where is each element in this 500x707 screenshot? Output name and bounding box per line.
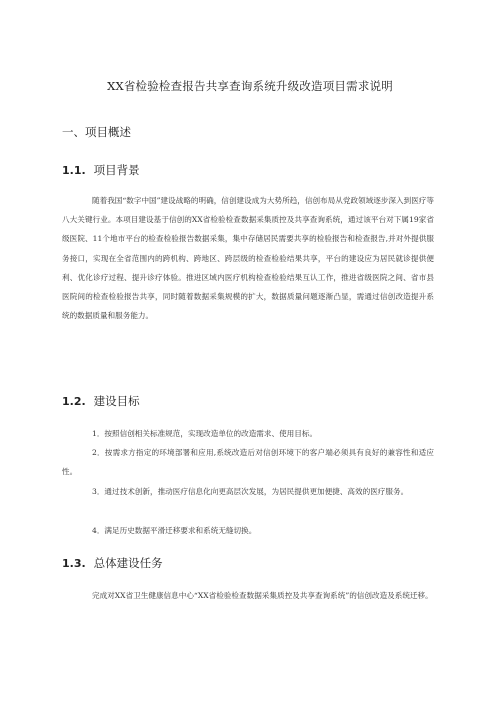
goal-item-2: 2．按需求方指定的环境部署和应用,系统改造后对信创环境下的客户端必须具有良好的兼容性和适应性。: [62, 448, 434, 477]
subsection-number: 1.2.: [62, 395, 86, 408]
subsection-title: 建设目标: [93, 394, 140, 408]
subsection-number: 1.3.: [62, 557, 86, 570]
subsection-number: 1.1.: [62, 164, 86, 177]
subsection-heading-goals: [62, 393, 140, 409]
goal-item-4: 4．满足历史数据平滑迁移要求和系统无缝切换。: [92, 526, 257, 535]
goal-item-1: 1．按照信创相关标准规范，实现改造单位的改造需求、使用目标。: [92, 429, 318, 438]
goal-item-3: 3．通过技术创新，推动医疗信息化向更高层次发展，为居民提供更加便捷、高效的医疗服务。: [92, 487, 409, 496]
subsection-title: 总体建设任务: [93, 556, 163, 570]
background-paragraph: 随着我国“数字中国”建设战略的明确，信创建设成为大势所趋，信创布局从党政领域逐步深入到医疗等八大关键行业。本项目建设基于信创的XX省检验检查数据采集质控及共享查询系统，通过该平台对下属19家省级医院、11个地市平台的检查检验报告数据采集，集中存储居民需要共享的检验报告和检查报告,并对外提供服务接口，实现在全省范围内的跨机构、跨地区、跨层级的检查检验结果共享，平台的建设应为居民就诊提供便利、优化诊疗过程、提升诊疗体验。推进区域内医疗机构检查检验结果互认工作，推进省级医院之间、省市县医院间的检查检验报告共享，同时随着数据采集规模的扩大，数据质量问题逐渐凸显，需通过信创改造提升系统的数据质量和服务能力。: [62, 196, 434, 321]
subsection-heading-tasks: [62, 555, 163, 571]
subsection-title: 项目背景: [93, 163, 140, 177]
subsection-heading-background: [62, 162, 140, 178]
document-title: XX省检验检查报告共享查询系统升级改造项目需求说明: [107, 79, 393, 93]
tasks-paragraph: 完成对XX省卫生健康信息中心“XX省检验检查数据采集质控及共享查询系统”的信创改造及系统迁移。: [92, 591, 433, 600]
section-heading-overview: 一、项目概述: [62, 125, 131, 139]
